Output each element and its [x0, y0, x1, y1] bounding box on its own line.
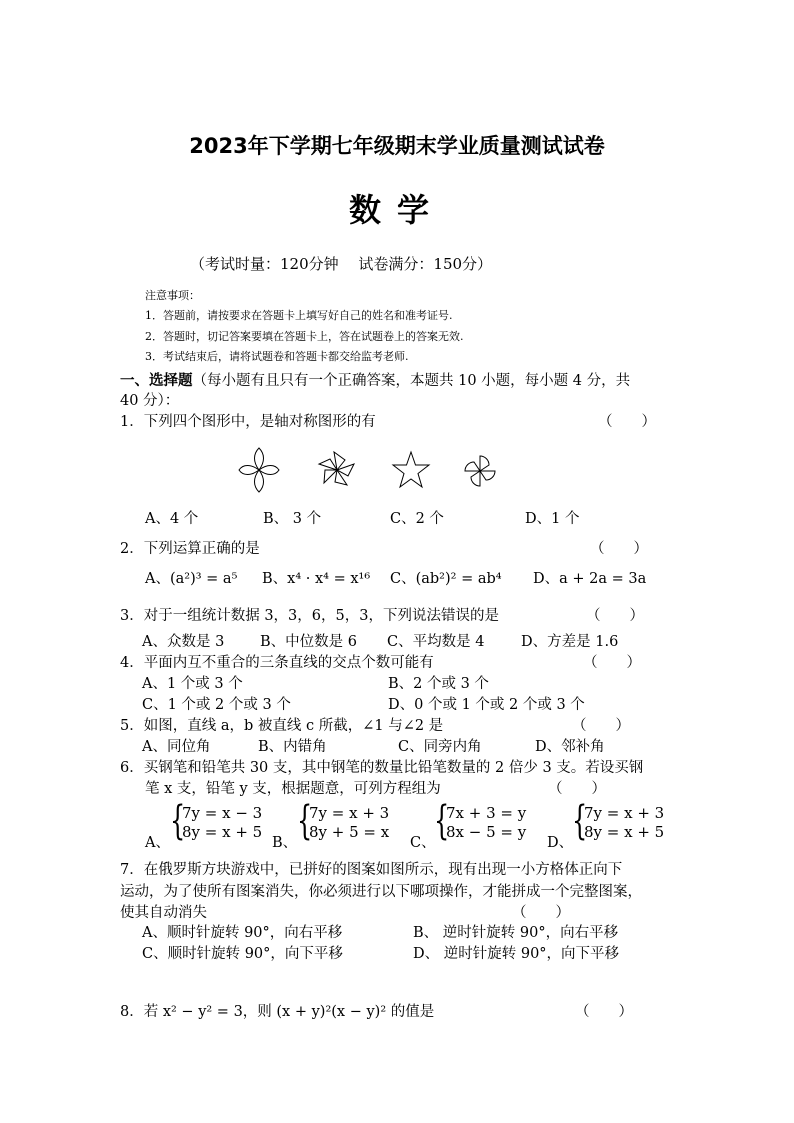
answer-bracket: （ ）	[583, 655, 641, 671]
q2-option-b: B、x⁴ · x⁴ = x¹⁶	[262, 571, 371, 587]
q3-option-d: D、方差是 1.6	[521, 634, 619, 650]
answer-bracket: （ ）	[598, 414, 656, 430]
q2-option-d: D、a + 2a = 3a	[533, 571, 647, 587]
q5-option-c: C、同旁内角	[398, 739, 482, 755]
q6-option-c-label: C、	[410, 835, 436, 851]
subject-title: 数学	[348, 191, 445, 229]
q7-stem-cont: 运动，为了使所有图案消失，你必须进行以下哪项操作，才能拼成一个完整图案，	[120, 884, 642, 900]
q4-option-d: D、0 个或 1 个或 2 个或 3 个	[388, 697, 585, 713]
q3-option-a: A、众数是 3	[142, 634, 225, 650]
q2-option-c: C、(ab²)² = ab⁴	[390, 571, 502, 587]
answer-bracket: （ ）	[575, 1004, 633, 1020]
q6-system-d: { 7y = x + 3 8y = x + 5	[572, 798, 665, 844]
q7-option-a: A、顺时针旋转 90°，向右平移	[142, 925, 343, 941]
section-label: 一、选择题	[120, 372, 193, 389]
star-figure	[393, 452, 429, 487]
q5-option-b: B、内错角	[258, 739, 327, 755]
answer-bracket: （ ）	[590, 541, 648, 557]
q6-stem-cont: 笔 x 支，铅笔 y 支，根据题意，可列方程组为	[145, 781, 441, 797]
notes-heading: 注意事项：	[145, 289, 200, 302]
q3-option-b: B、中位数是 6	[260, 634, 357, 650]
q6-option-a-label: A、	[145, 835, 170, 851]
equation: 7x + 3 = y	[446, 804, 527, 822]
section-desc: （每小题有且只有一个正确答案，本题共 10 小题，每小题 4 分，共	[192, 373, 631, 389]
q1-figures	[230, 440, 510, 500]
q7-option-b: B、 逆时针旋转 90°，向右平移	[413, 925, 619, 941]
q7-stem: 7．在俄罗斯方块游戏中，已拼好的图案如图所示，现有出现一小方格体正向下	[120, 862, 623, 878]
q4-stem: 4．平面内互不重合的三条直线的交点个数可能有	[120, 655, 434, 671]
q7-option-c: C、顺时针旋转 90°，向下平移	[142, 946, 343, 962]
q6-system-c: { 7x + 3 = y 8x − 5 = y	[434, 798, 527, 844]
flower-figure	[239, 448, 279, 492]
q2-option-a: A、(a²)³ = a⁵	[145, 571, 238, 587]
exam-title: 2023年下学期七年级期末学业质量测试试卷	[189, 134, 605, 158]
q1-option-a: A、4 个	[145, 511, 199, 527]
q6-system-b: { 7y = x + 3 8y + 5 = x	[297, 798, 390, 844]
q5-stem: 5．如图，直线 a，b 被直线 c 所截，∠1 与∠2 是	[120, 718, 444, 734]
exam-info: （考试时量：120分钟 试卷满分：150分）	[190, 255, 493, 273]
section-desc-cont: 40 分）：	[120, 393, 180, 409]
pinwheel-figure	[319, 452, 354, 485]
q1-option-d: D、1 个	[525, 511, 580, 527]
note-item: 3．考试结束后，请将试题卷和答题卡都交给监考老师.	[145, 350, 409, 363]
equation: 7y = x + 3	[309, 804, 390, 822]
equation: 8y = x + 5	[584, 823, 665, 841]
q3-stem: 3．对于一组统计数据 3，3，6，5，3，下列说法错误的是	[120, 608, 499, 624]
q3-option-c: C、平均数是 4	[387, 634, 485, 650]
q1-option-c: C、2 个	[390, 511, 444, 527]
q2-stem: 2．下列运算正确的是	[120, 541, 260, 557]
q4-option-b: B、2 个或 3 个	[388, 676, 489, 692]
q1-option-b: B、 3 个	[263, 511, 322, 527]
windmill-figure	[465, 456, 495, 486]
q4-option-c: C、1 个或 2 个或 3 个	[142, 697, 291, 713]
q7-stem-cont: 使其自动消失	[120, 905, 207, 921]
q6-stem: 6．买钢笔和铅笔共 30 支，其中钢笔的数量比铅笔数量的 2 倍少 3 支。若设买钢	[120, 760, 644, 776]
equation: 8y + 5 = x	[309, 823, 390, 841]
equation: 8y = x + 5	[182, 823, 263, 841]
q7-option-d: D、 逆时针旋转 90°，向下平移	[413, 946, 620, 962]
answer-bracket: （ ）	[548, 781, 606, 797]
equation: 7y = x + 3	[584, 804, 665, 822]
q6-option-d-label: D、	[547, 835, 574, 851]
q6-system-a: { 7y = x − 3 8y = x + 5	[170, 798, 263, 844]
q1-stem: 1．下列四个图形中，是轴对称图形的有	[120, 414, 376, 430]
q8-stem: 8．若 x² − y² = 3，则 (x + y)²(x − y)² 的值是	[120, 1004, 435, 1020]
q5-option-d: D、邻补角	[535, 739, 605, 755]
note-item: 1．答题前，请按要求在答题卡上填写好自己的姓名和准考证号.	[145, 309, 453, 322]
answer-bracket: （ ）	[586, 608, 644, 624]
note-item: 2．答题时，切记答案要填在答题卡上，答在试题卷上的答案无效.	[145, 330, 464, 343]
q4-option-a: A、1 个或 3 个	[142, 676, 243, 692]
answer-bracket: （ ）	[512, 905, 570, 921]
equation: 7y = x − 3	[182, 804, 263, 822]
q5-option-a: A、同位角	[142, 739, 211, 755]
equation: 8x − 5 = y	[446, 823, 527, 841]
answer-bracket: （ ）	[572, 718, 630, 734]
q6-option-b-label: B、	[272, 835, 298, 851]
